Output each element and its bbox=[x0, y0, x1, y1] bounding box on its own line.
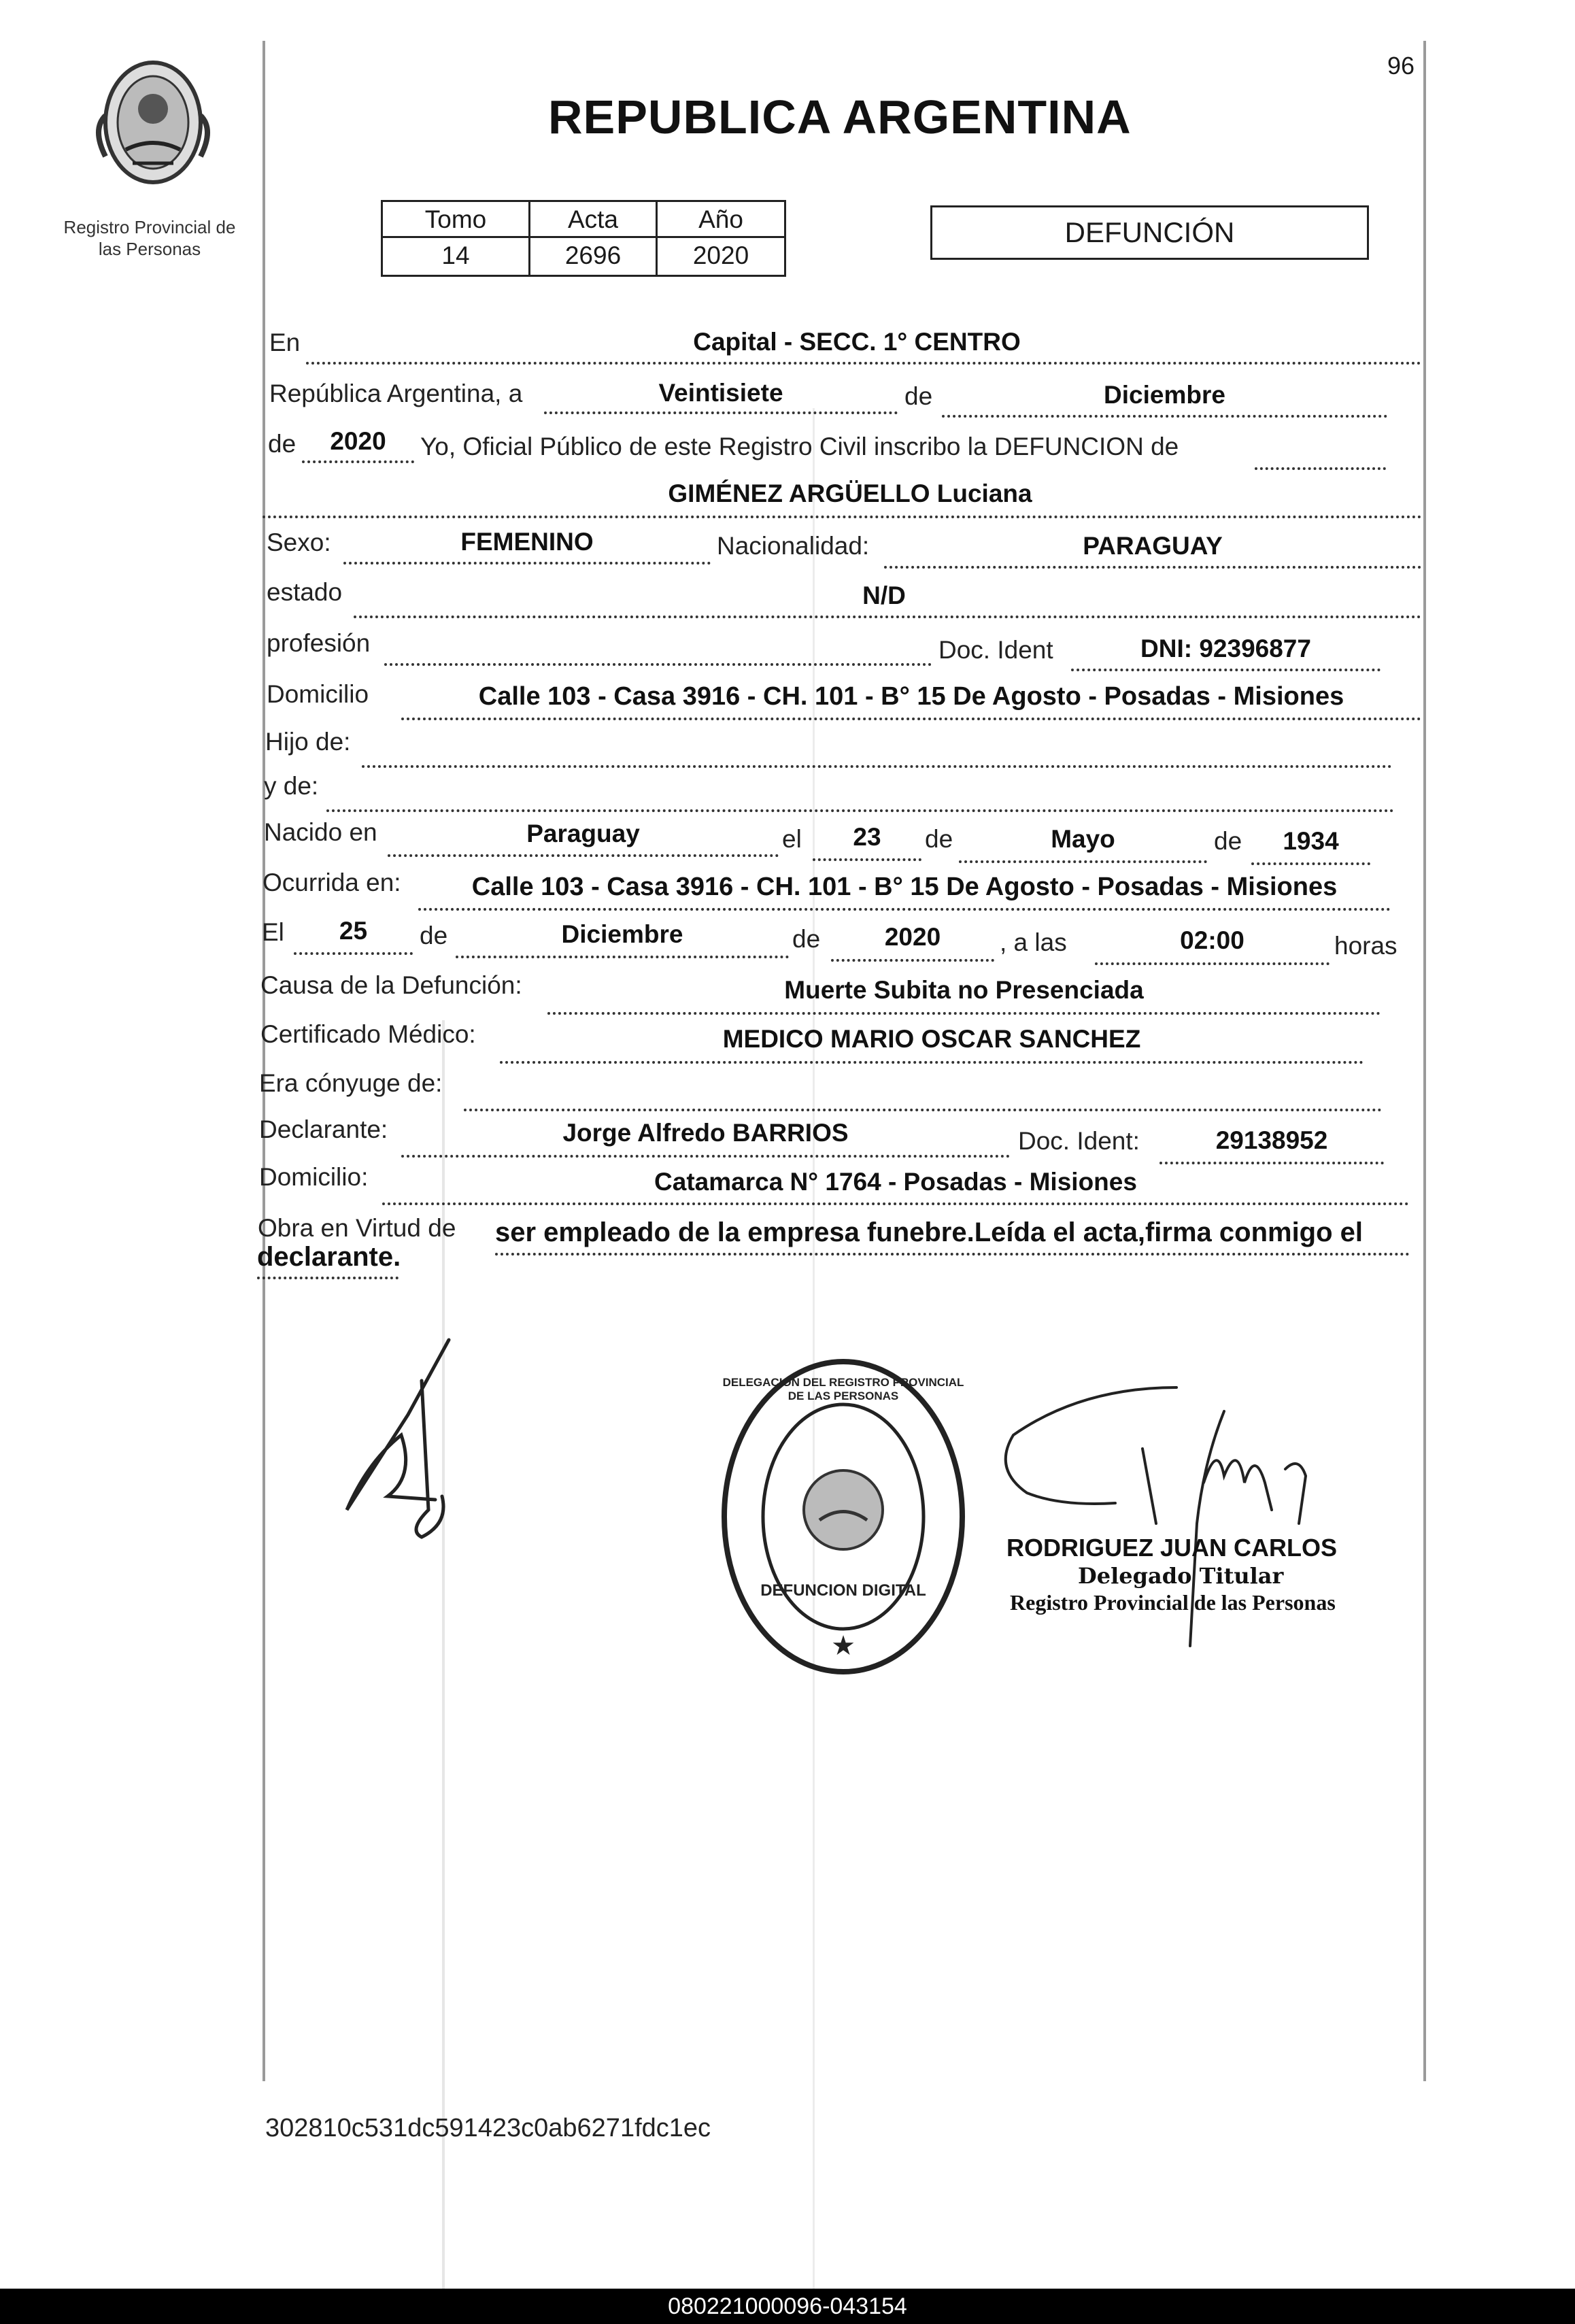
value-declarante: Jorge Alfredo BARRIOS bbox=[562, 1119, 849, 1147]
line-doc-ident bbox=[1071, 669, 1381, 671]
line-nombre bbox=[262, 516, 1422, 518]
value-def-hora: 02:00 bbox=[1180, 926, 1244, 954]
line-yo-end bbox=[1255, 467, 1386, 470]
value-obra-line-1: ser empleado de la empresa funebre.Leída el acta,firma conmigo el bbox=[495, 1217, 1364, 1247]
line-certificado bbox=[500, 1061, 1364, 1064]
label-el-2: El bbox=[262, 918, 284, 946]
value-certificado: MEDICO MARIO OSCAR SANCHEZ bbox=[722, 1025, 1141, 1053]
value-sexo: FEMENINO bbox=[460, 528, 594, 556]
line-def-mes bbox=[456, 956, 789, 958]
line-y-de bbox=[326, 809, 1394, 812]
line-domicilio bbox=[401, 718, 1421, 720]
value-nac-dia: 23 bbox=[853, 823, 881, 851]
stamp-ring-text: DELEGACION DEL REGISTRO PROVINCIAL DE LAS PERSONAS bbox=[722, 1376, 964, 1402]
value-declarante-doc: 29138952 bbox=[1215, 1126, 1328, 1154]
signatory-name: RODRIGUEZ JUAN CARLOS bbox=[1006, 1534, 1338, 1562]
svg-text:★: ★ bbox=[831, 1630, 856, 1662]
line-conyuge bbox=[464, 1109, 1382, 1111]
value-nac-anio: 1934 bbox=[1283, 827, 1339, 855]
label-domicilio-2: Domicilio: bbox=[259, 1163, 369, 1191]
line-nacido-en bbox=[388, 854, 779, 857]
declarant-signature bbox=[326, 1326, 483, 1551]
line-dia bbox=[544, 411, 898, 414]
value-causa: Muerte Subita no Presenciada bbox=[784, 976, 1144, 1004]
label-estado: estado bbox=[267, 578, 343, 606]
label-horas: horas bbox=[1334, 932, 1398, 960]
delegate-signature bbox=[1000, 1374, 1326, 1660]
label-a-las: , a las bbox=[1000, 928, 1067, 956]
label-el: el bbox=[782, 825, 802, 853]
value-obra-line-2: declarante. bbox=[257, 1242, 401, 1272]
table-header-acta: Acta bbox=[528, 200, 658, 238]
value-lugar: Capital - SECC. 1° CENTRO bbox=[693, 328, 1021, 356]
label-de-nac-1: de bbox=[925, 825, 953, 853]
label-doc-ident-2: Doc. Ident: bbox=[1018, 1127, 1140, 1155]
line-en bbox=[306, 362, 1421, 365]
label-certificado: Certificado Médico: bbox=[260, 1020, 476, 1048]
line-nac-dia bbox=[813, 858, 921, 861]
line-profesion bbox=[384, 663, 932, 666]
line-hijo-de bbox=[362, 765, 1392, 768]
value-doc-ident: DNI: 92396877 bbox=[1140, 635, 1311, 662]
value-anio: 2020 bbox=[330, 427, 386, 455]
line-ocurrida-en bbox=[418, 908, 1391, 911]
value-declarante-domicilio: Catamarca N° 1764 - Posadas - Misiones bbox=[654, 1168, 1137, 1196]
line-nac-anio bbox=[1251, 862, 1370, 865]
province-logo bbox=[85, 54, 221, 197]
line-def-dia bbox=[294, 952, 413, 955]
right-border-line bbox=[1423, 41, 1426, 2081]
label-yo: Yo, Oficial Público de este Registro Civil inscribo la DEFUNCION de bbox=[420, 433, 1179, 460]
label-de-def-1: de bbox=[420, 922, 448, 949]
line-declarante bbox=[401, 1155, 1010, 1158]
line-sexo bbox=[343, 562, 711, 565]
value-def-dia: 25 bbox=[339, 917, 368, 945]
registry-line-1: Registro Provincial de bbox=[63, 217, 236, 237]
line-declarante-doc bbox=[1159, 1162, 1384, 1164]
line-mes bbox=[942, 415, 1387, 418]
table-value-acta: 2696 bbox=[528, 236, 658, 277]
line-obra-2 bbox=[257, 1277, 399, 1279]
label-de-2: de bbox=[268, 430, 297, 458]
value-def-mes: Diciembre bbox=[561, 920, 683, 948]
label-en: En bbox=[269, 329, 301, 356]
label-conyuge: Era cónyuge de: bbox=[259, 1069, 443, 1097]
label-profesion: profesión bbox=[267, 629, 371, 657]
official-stamp bbox=[717, 1357, 969, 1677]
page-number: 96 bbox=[1387, 52, 1415, 80]
value-def-anio: 2020 bbox=[884, 923, 941, 951]
document-type-box: DEFUNCIÓN bbox=[930, 205, 1369, 260]
line-nac-mes bbox=[959, 860, 1207, 863]
label-causa: Causa de la Defunción: bbox=[260, 971, 522, 999]
label-y-de: y de: bbox=[264, 772, 319, 800]
registry-name bbox=[41, 216, 258, 260]
value-ocurrida-en: Calle 103 - Casa 3916 - CH. 101 - B° 15 De Agosto - Posadas - Misiones bbox=[471, 873, 1338, 901]
value-domicilio: Calle 103 - Casa 3916 - CH. 101 - B° 15 De Agosto - Posadas - Misiones bbox=[478, 682, 1344, 711]
signatory-role: Delegado Titular bbox=[1078, 1563, 1284, 1589]
value-nombre: GIMÉNEZ ARGÜELLO Luciana bbox=[668, 479, 1032, 507]
line-def-anio bbox=[831, 959, 994, 962]
table-value-anio: 2020 bbox=[656, 236, 786, 277]
line-anio bbox=[302, 460, 414, 463]
label-doc-ident: Doc. Ident bbox=[938, 636, 1053, 664]
label-declarante: Declarante: bbox=[259, 1115, 388, 1143]
value-nacido-en: Paraguay bbox=[526, 820, 640, 847]
label-republica: República Argentina, a bbox=[269, 380, 523, 407]
line-def-hora bbox=[1095, 962, 1330, 965]
line-obra-1 bbox=[495, 1253, 1410, 1256]
label-de-1: de bbox=[904, 382, 933, 410]
value-dia-texto: Veintisiete bbox=[658, 379, 783, 407]
footer-bar bbox=[0, 2289, 1575, 2324]
value-nacionalidad: PARAGUAY bbox=[1083, 532, 1223, 560]
table-header-tomo: Tomo bbox=[381, 200, 530, 238]
label-hijo-de: Hijo de: bbox=[265, 728, 351, 756]
document-title: REPUBLICA ARGENTINA bbox=[548, 90, 1132, 144]
label-sexo: Sexo: bbox=[267, 528, 331, 556]
line-nacionalidad bbox=[884, 566, 1421, 569]
label-nacionalidad: Nacionalidad: bbox=[717, 532, 870, 560]
stamp-inner-text: DEFUNCION DIGITAL bbox=[760, 1581, 926, 1600]
label-obra: Obra en Virtud de bbox=[258, 1214, 456, 1242]
registry-line-2: las Personas bbox=[98, 239, 201, 259]
table-value-tomo: 14 bbox=[381, 236, 530, 277]
label-domicilio: Domicilio bbox=[267, 680, 369, 708]
line-estado bbox=[354, 616, 1421, 618]
line-declarante-domicilio bbox=[382, 1202, 1409, 1205]
line-causa bbox=[547, 1012, 1381, 1015]
label-de-nac-2: de bbox=[1214, 827, 1242, 855]
label-ocurrida-en: Ocurrida en: bbox=[262, 869, 401, 896]
label-nacido-en: Nacido en bbox=[264, 818, 377, 846]
barcode-number: 080221000096-043154 bbox=[668, 2293, 907, 2319]
table-header-anio: Año bbox=[656, 200, 786, 238]
left-border-line bbox=[262, 41, 265, 2081]
label-de-def-2: de bbox=[792, 925, 821, 953]
document-hash: 302810c531dc591423c0ab6271fdc1ec bbox=[265, 2114, 711, 2142]
value-mes-texto: Diciembre bbox=[1104, 381, 1225, 409]
value-estado: N/D bbox=[862, 582, 906, 609]
value-nac-mes: Mayo bbox=[1051, 825, 1115, 853]
signatory-office: Registro Provincial de las Personas bbox=[1010, 1590, 1336, 1615]
